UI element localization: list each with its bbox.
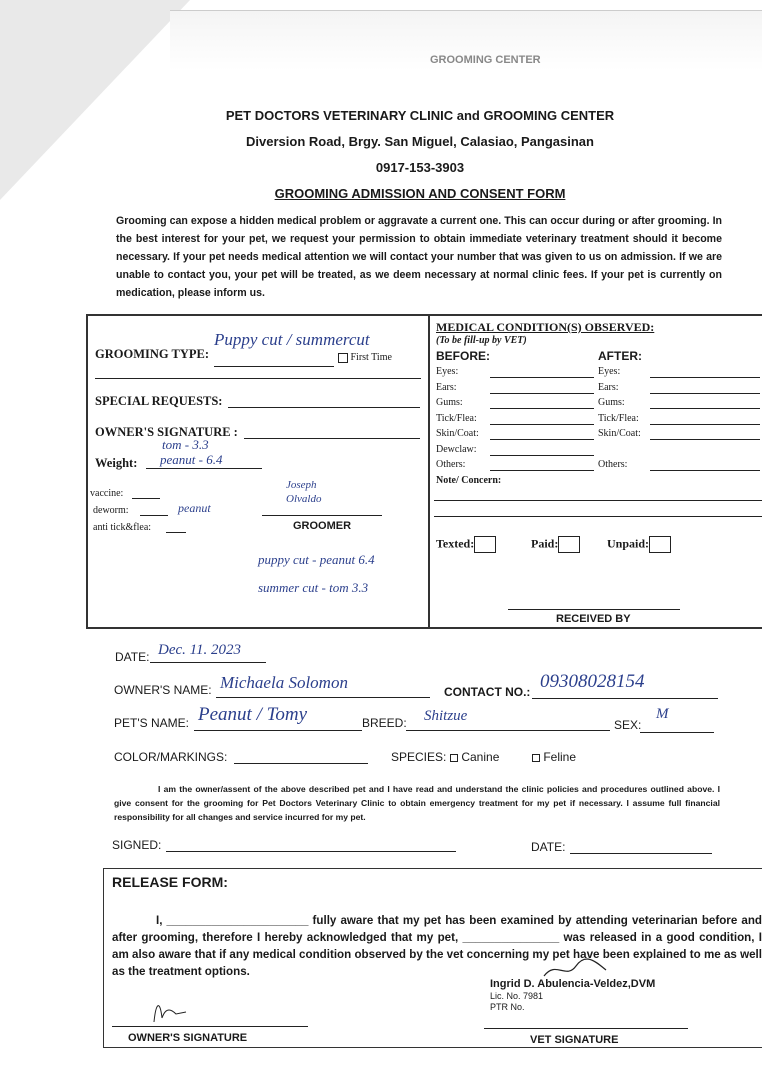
special-requests-label: SPECIAL REQUESTS: (95, 394, 223, 408)
deworm-value: peanut (178, 501, 211, 515)
vet-name: Ingrid D. Abulencia-Veldez,DVM (490, 978, 656, 990)
date-value[interactable]: Dec. 11. 2023 (158, 642, 242, 658)
clinic-phone: 0917-153-3903 (375, 160, 465, 175)
after-field-label: Gums: (598, 397, 625, 408)
weight-label: Weight: (95, 456, 138, 470)
release-paragraph: I, ______________________ fully aware that my pet has been examined by attending veterinarian before and after grooming, therefore I hereby acknowledged that my pet, _______________ was released in a good condition, I am also aware that if any medical condition observed by the vet concerning my pet have been explained to me as well as the treatment options. (112, 914, 762, 978)
before-field-input[interactable] (490, 424, 594, 425)
texted-label: Texted: (436, 536, 475, 551)
contact-label: CONTACT NO.: (444, 685, 531, 699)
clinic-name: PET DOCTORS VETERINARY CLINIC and GROOMING CENTER (225, 108, 615, 123)
color-markings-label: COLOR/MARKINGS: (114, 750, 228, 764)
breed-value[interactable]: Shitzue (424, 708, 468, 724)
anti-tick-label: anti tick&flea: (93, 522, 152, 533)
before-field-input[interactable] (490, 393, 594, 394)
before-field-input[interactable] (490, 455, 594, 456)
after-field-label: Skin/Coat: (598, 428, 641, 439)
after-field-input[interactable] (650, 408, 760, 409)
note-concern-label: Note/ Concern: (436, 475, 502, 486)
grooming-type-value[interactable]: Puppy cut / summercut (214, 330, 370, 349)
owner-signature-scribble (146, 996, 190, 1026)
vaccine-label: vaccine: (90, 488, 124, 499)
before-field-label: Gums: (436, 397, 463, 408)
date-label: DATE: (115, 650, 150, 664)
pet-name-value[interactable]: Peanut / Tomy (198, 704, 308, 725)
after-field-input[interactable] (650, 470, 760, 471)
cut-header-text: GROOMING CENTER (430, 54, 541, 66)
sex-label: SEX: (614, 718, 642, 732)
owner-name-value[interactable]: Michaela Solomon (220, 673, 348, 692)
canine-label: Canine (461, 750, 500, 764)
received-by-label: RECEIVED BY (556, 613, 631, 625)
after-heading: AFTER: (598, 349, 642, 363)
after-field-input[interactable] (650, 393, 760, 394)
before-field-input[interactable] (490, 377, 594, 378)
vet-license: Lic. No. 7981 (490, 991, 544, 1001)
weight-value-tom: tom - 3.3 (162, 437, 209, 452)
form-title: GROOMING ADMISSION AND CONSENT FORM (274, 186, 566, 201)
after-field-input[interactable] (650, 424, 760, 425)
first-time-checkbox[interactable] (338, 352, 392, 363)
after-field-label: Others: (598, 459, 628, 470)
unpaid-label: Unpaid: (607, 536, 650, 551)
signed-label: SIGNED: (112, 838, 162, 852)
contact-value[interactable]: 09308028154 (540, 671, 645, 692)
unpaid-checkbox[interactable] (607, 536, 671, 553)
after-field-input[interactable] (650, 377, 760, 378)
before-heading: BEFORE: (436, 349, 490, 363)
after-field-label: Tick/Flea: (598, 412, 639, 424)
medical-subtitle: (To be fill-up by VET) (436, 335, 527, 346)
grooming-type-label: GROOMING TYPE: (95, 347, 210, 361)
texted-checkbox[interactable] (436, 536, 496, 553)
after-field-label: Ears: (598, 381, 619, 393)
deworm-label: deworm: (93, 505, 129, 516)
vet-ptr: PTR No. (490, 1002, 525, 1012)
before-field-label: Others: (436, 459, 466, 470)
paid-checkbox[interactable] (531, 536, 580, 553)
owner-signature-label: OWNER'S SIGNATURE : (95, 425, 238, 439)
consent-paragraph: I am the owner/assent of the above described pet and I have read and understand the clinic policies and procedures outlined above. I give consent for the grooming for Pet Doctors Veterinary Clinic to obtain emergency treatment for my pet if necessary. I assume full financial responsibility for all changes and service incurred for my pet. (114, 784, 720, 822)
groomer-name: Joseph Olvaldo (286, 479, 322, 505)
before-field-label: Dewclaw: (436, 443, 477, 455)
clinic-address: Diversion Road, Brgy. San Miguel, Calasiao, Pangasinan (246, 134, 594, 149)
before-field-input[interactable] (490, 470, 594, 471)
paid-label: Paid: (531, 536, 559, 551)
groomer-label: GROOMER (293, 520, 352, 532)
before-field-label: Eyes: (436, 366, 459, 377)
vet-signature-label: VET SIGNATURE (530, 1034, 619, 1046)
medical-title: MEDICAL CONDITION(S) OBSERVED: (436, 320, 655, 334)
first-time-label: First Time (350, 352, 392, 363)
date2-label: DATE: (531, 840, 566, 854)
release-title: RELEASE FORM: (112, 874, 228, 890)
sex-value[interactable]: M (656, 706, 669, 722)
intro-paragraph: Grooming can expose a hidden medical problem or aggravate a current one. This can occur during or after grooming. In the best interest for your pet, we request your permission to obtain immediate veterinary treatment should it become necessary. If your pet needs medical attention we will contact your number that was given to us on admission. If we are unable to contact you, your pet will be treated, as we deem necessary at normal clinic fees. If your pet is currently on medication, please inform us. (116, 215, 722, 299)
canine-option[interactable] (450, 750, 499, 764)
grooming-note-1: puppy cut - peanut 6.4 (258, 552, 375, 567)
species-label: SPECIES: (391, 750, 447, 764)
breed-label: BREED: (362, 716, 407, 730)
before-field-label: Ears: (436, 381, 457, 393)
owner-name-label: OWNER'S NAME: (114, 683, 212, 697)
after-field-input[interactable] (650, 439, 760, 440)
before-field-input[interactable] (490, 439, 594, 440)
pet-name-label: PET'S NAME: (114, 716, 189, 730)
feline-option[interactable] (532, 750, 576, 764)
weight-value-peanut: peanut - 6.4 (160, 452, 223, 467)
before-field-label: Tick/Flea: (436, 412, 477, 424)
before-field-label: Skin/Coat: (436, 428, 479, 439)
before-field-input[interactable] (490, 408, 594, 409)
owner-signature-label-release: OWNER'S SIGNATURE (128, 1032, 248, 1044)
after-field-label: Eyes: (598, 366, 621, 377)
feline-label: Feline (543, 750, 577, 764)
grooming-note-2: summer cut - tom 3.3 (258, 580, 369, 595)
